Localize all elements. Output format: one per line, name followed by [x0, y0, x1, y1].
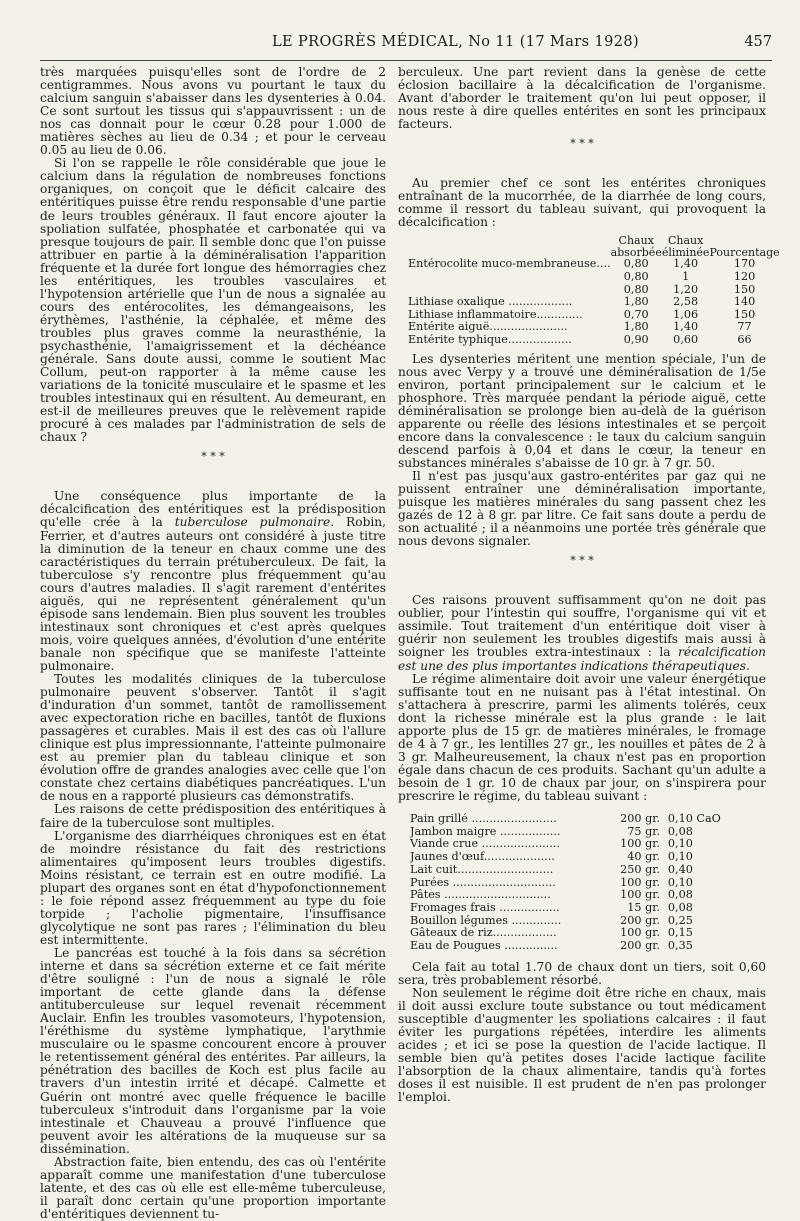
food-item: Gâteaux de riz..................	[410, 927, 557, 940]
calcium-table	[398, 235, 780, 346]
italic-term: récalcification est une des plus importantes indications thérapeutiques	[398, 645, 766, 673]
food-quantity: 250 gr.	[620, 862, 660, 876]
food-item: Pâtes ..............................	[410, 889, 551, 902]
table-header: Pourcentage	[709, 245, 780, 259]
food-item: Jaunes d'œuf....................	[410, 851, 555, 864]
paragraph	[398, 594, 766, 672]
cao-content: 0,40	[667, 862, 693, 876]
food-quantity: 200 gr.	[620, 913, 660, 927]
table-cell-value: 1,80	[623, 320, 649, 334]
table-row	[410, 864, 730, 877]
table-cell-value: 150	[733, 282, 756, 296]
table-cell-label: Entérite typhique..................	[408, 333, 572, 346]
paragraph: Si l'on se rappelle le rôle considérable que joue le calcium dans la régulation de nombreuses fonctions organiques, on conçoit que le déficit calcaire des entéritiques puisse être rendu responsable d'une partie de leurs troubles généraux. Il faut encore ajouter la spoliation sulfatée, phosphatée et carbonatée qui va presque toujours de pair. Il semble donc que l'on puisse attribuer en partie à la déminéralisation l'apparition fréquente et la durée fort longue des hémorragies chez les entéritiques, les troubles vasculaires et l'hypotension artérielle que l'un de nous a signalée au cours des entérocolites, les démangeaisons, les érythèmes, l'asthénie, la céphalée, et même des troubles plus graves comme la neurasthénie, la psychasthénie, l'amaigrissement et la déchéance générale. Sans doute aussi, comme le soutient Mac Collum, peut-on rapporter à la même cause les variations de la tonicité musculaire et le spasme et les troubles intestinaux qui en résultent. Au demeurant, en est-il de meilleures preuves que le relèvement rapide procuré à ces malades par l'administration de sels de chaux ?	[40, 156, 386, 445]
table-header-blank	[398, 235, 611, 258]
food-item: Fromages frais .................	[410, 901, 560, 914]
table-cell-value: 0,80	[623, 270, 649, 284]
cao-content: 0,25	[667, 913, 693, 927]
table-cell-label	[398, 271, 611, 284]
food-quantity: 100 gr.	[620, 837, 660, 851]
paragraph: Le pancréas est touché à la fois dans sa sécrétion interne et dans sa sécrétion externe et ce fait mérite d'être souligné : l'un de nous a signalé le rôle important de cette glande dans la défense antituberculeuse sur lequel revenait récemment Auclair. Enfin les troubles vasomoteurs, l'hypotension, l'éréthisme du système lymphatique, l'arythmie musculaire ou le spasme concourent encore à prouver le retentissement général des entérites. Par ailleurs, la pénétration des bacilles de Koch est plus facile au travers d'un intestin irrité et décapé. Calmette et Guérin ont montré avec quelle fréquence le bacille tuberculeux s'introduit dans l'organisme par la voie intestinale et Chauveau a prouvé l'influence que peuvent avoir les altérations de la muqueuse sur sa dissémination.	[40, 946, 386, 1156]
text-run: Une conséquence plus importante de la décalcification des entéritiques est la prédisposition qu'elle crée à la	[40, 489, 386, 530]
paragraph: Les dysenteries méritent une mention spéciale, l'un de nous avec Verpy y a trouvé une déminéralisation de 1/5e environ, portant principalement sur le calcium et le phosphore. Très marquée pendant la période aiguë, cette déminéralisation se prolonge bien au-delà de la guérison apparente ou réelle des lésions intestinales et se perçoit encore dans la convalescence : le taux du calcium sanguin descend parfois à 0,04 et dans le cœur, la teneur en substances minérales s'abaisse de 10 gr. à 7 gr. 50.	[398, 351, 766, 470]
food-item: Eau de Pougues ...............	[410, 940, 558, 953]
cao-content: 0,10	[667, 875, 693, 889]
food-item: Bouillon légumes ..............	[410, 914, 562, 927]
table-row	[398, 309, 780, 322]
paragraph: berculeux. Une part revient dans la genèse de cette éclosion bacillaire à la décalcification de l'organisme. Avant d'aborder le traitement qu'on lui peut opposer, il nous reste à dire quelles entérites en sont les principaux facteurs.	[398, 65, 766, 132]
food-item: Lait cuit...........................	[410, 863, 554, 876]
table-cell-label: Lithiase inflammatoire.............	[408, 308, 583, 321]
food-item: Jambon maigre .................	[410, 825, 561, 838]
cao-content: 0,15	[667, 926, 693, 940]
section-asterism: * * *	[201, 450, 225, 464]
food-quantity: 100 gr.	[620, 926, 660, 940]
diet-table	[410, 813, 730, 953]
table-cell-value: 0,90	[623, 332, 649, 346]
table-cell-value: 0,60	[673, 332, 699, 346]
table-cell-value: 1,20	[673, 282, 699, 296]
table-cell-label	[398, 284, 611, 297]
left-column	[40, 66, 386, 1221]
table-row	[398, 296, 780, 309]
table-cell-label: Entérite aiguë......................	[408, 321, 568, 334]
table-cell-value: 170	[733, 257, 756, 271]
table-cell-value: 0,80	[623, 257, 649, 271]
table-cell-value: 1,40	[673, 257, 699, 271]
table-cell-label: Entérocolite muco-membraneuse....	[408, 258, 611, 271]
cao-content: 0,08	[667, 900, 693, 914]
cao-content: 0,35	[667, 939, 693, 953]
food-quantity: 75 gr.	[627, 824, 660, 838]
table-row	[398, 334, 780, 347]
section-asterism: * * *	[570, 554, 594, 568]
cao-content: 0,10	[667, 850, 693, 864]
table-cell-value: 2,58	[673, 295, 699, 309]
diet-table-body	[410, 813, 730, 953]
table-cell-value: 1,06	[673, 307, 699, 321]
right-column	[398, 65, 780, 1105]
table-row	[410, 902, 730, 915]
header-rule	[40, 60, 772, 61]
food-quantity: 200 gr.	[620, 812, 660, 826]
table-row	[398, 258, 780, 271]
paragraph: L'organisme des diarrhéiques chroniques est en état de moindre résistance du fait des restrictions alimentaires qu'imposent leurs troubles digestifs. Moins résistant, ce terrain est en outre modifié. La plupart des organes sont en état d'hypofonctionnement : le foie répond assez fréquemment au type du foie torpide ; l'acholie pigmentaire, l'insuffisance glycolytique ne sont pas rares ; l'élimination du bleu est intermittente.	[40, 828, 386, 947]
food-item: Pain grillé ........................	[410, 813, 557, 826]
table-cell-value: 120	[733, 270, 756, 284]
text-run: .	[746, 658, 750, 673]
food-quantity: 40 gr.	[627, 850, 660, 864]
text-run: Ces raisons prouvent suffisamment qu'on ne doit pas oublier, pour l'intestin qui souffre, l'organisme qui vit et assimile. Tout traitement d'un entéritique doit viser à guérir non seulement les troubles digestifs mais aussi à soigner les troubles extra-intestinaux : la	[398, 593, 766, 660]
table-cell-value: 77	[737, 320, 752, 334]
page-number: 457	[744, 34, 772, 50]
table-cell-value: 150	[733, 307, 756, 321]
italic-term: tuberculose pulmonaire	[174, 515, 331, 530]
text-run: . Robin, Ferrier, et d'autres auteurs ont considéré à juste titre la diminution de la teneur en chaux comme une des caractéristiques du terrain prétuberculeux. De fait, la tuberculose s'y rencontre plus fréquemment qu'au cours d'autres maladies. Il s'agit rarement d'entérites aiguës, qui ne représentent généralement qu'un épisode sans lendemain. Bien plus souvent les troubles intestinaux sont chroniques et c'est après quelques mois, voire quelques années, d'évolution d'une entérite banale non spécifique que se manifeste l'atteinte pulmonaire.	[40, 515, 386, 673]
cao-content: 0,10	[667, 837, 693, 851]
table-cell-value: 0,70	[623, 307, 649, 321]
paragraph	[40, 490, 386, 673]
table-row	[410, 813, 730, 826]
food-quantity: 200 gr.	[620, 939, 660, 953]
paragraph: Le régime alimentaire doit avoir une valeur énergétique suffisante tout en ne nuisant pas à l'état intestinal. On s'attachera à prescrire, parmi les aliments tolérés, ceux dont la richesse minérale est la plus grande : le lait apporte plus de 15 gr. de matières minérales, le fromage de 4 à 7 gr., les lentilles 27 gr., les nouilles et pâtes de 2 à 3 gr. Malheureusement, la chaux n'est pas en proportion égale dans chacun de ces produits. Sachant qu'un adulte a besoin de 1 gr. 10 de chaux par jour, on s'inspirera pour prescrire le régime, du tableau suivant :	[398, 671, 766, 803]
food-item: Purées .............................	[410, 876, 556, 889]
food-quantity: 100 gr.	[620, 888, 660, 902]
section-asterism: * * *	[570, 137, 594, 151]
table-cell-value: 1	[682, 270, 690, 284]
table-cell-value: 140	[733, 295, 756, 309]
paragraph: Toutes les modalités cliniques de la tuberculose pulmonaire peuvent s'observer. Tantôt il s'agit d'induration d'un sommet, tantôt de ramollissement avec expectoration riche en bacilles, tantôt de fluxions passagères et curables. Mais il est des cas où l'allure clinique est plus impressionnante, l'atteinte pulmonaire est au premier plan du tableau clinique et son évolution offre de grandes analogies avec celle que l'on constate chez certains diabétiques pancréatiques. L'un de nous en a rapporté plusieurs cas démonstratifs.	[40, 672, 386, 804]
table-cell-value: 1,40	[673, 320, 699, 334]
table-row	[410, 940, 730, 953]
table-row	[410, 851, 730, 864]
running-title: LE PROGRÈS MÉDICAL, No 11 (17 Mars 1928)	[272, 34, 640, 50]
page-header	[40, 34, 772, 56]
paragraph: Les raisons de cette prédisposition des entéritiques à faire de la tuberculose sont multiples.	[40, 802, 386, 830]
paragraph: Il n'est pas jusqu'aux gastro-entérites par gaz qui ne puissent entraîner une déminéralisation importante, puisque les matières minérales du sang passent chez les gazés de 12 à 8 gr. par litre. Ce fait sans doute a perdu de son actualité ; il a néanmoins une portée très générale que nous devons signaler.	[398, 469, 766, 549]
table-row	[398, 321, 780, 334]
cao-content: 0,08	[667, 824, 693, 838]
food-item: Viande crue ......................	[410, 838, 560, 851]
table-cell-value: 1,80	[623, 295, 649, 309]
paragraph: Cela fait au total 1.70 de chaux dont un tiers, soit 0,60 sera, très probablement résorbé.	[398, 959, 766, 987]
food-quantity: 15 gr.	[627, 900, 660, 914]
food-quantity: 100 gr.	[620, 875, 660, 889]
paragraph: Abstraction faite, bien entendu, des cas où l'entérite apparaît comme une manifestation d'une tuberculose latente, et des cas où elle est elle-même tuberculeuse, il paraît donc certain qu'une proportion importante d'entéritiques deviennent tu-	[40, 1154, 386, 1221]
table-header: Chaux absorbée	[610, 234, 662, 259]
table-cell-value: 66	[737, 332, 752, 346]
paragraph: Au premier chef ce sont les entérites chroniques entraînant de la mucorrhée, de la diarrhée de long cours, comme il ressort du tableau suivant, qui provoquent la décalcification :	[398, 176, 766, 230]
table-cell-value: 0,80	[623, 282, 649, 296]
table-row	[398, 271, 780, 284]
paragraph: très marquées puisqu'elles sont de l'ordre de 2 centigrammes. Nous avons vu pourtant le taux du calcium sanguin s'abaisser dans les dysenteries à 0.04. Ce sont surtout les tissus qui s'appauvrissent : un de nos cas donnait pour le cœur 0.28 pour 1.000 de matières sèches au lieu de 0.34 ; et pour le cerveau 0.05 au lieu de 0.06.	[40, 65, 386, 158]
cao-content: 0,08	[667, 888, 693, 902]
table-header-row	[398, 235, 780, 258]
table-cell-label: Lithiase oxalique ..................	[408, 296, 573, 309]
table-header: Chaux éliminée	[661, 234, 710, 259]
calcium-table-body	[398, 258, 780, 346]
table-row	[398, 284, 780, 297]
paragraph: Non seulement le régime doit être riche en chaux, mais il doit aussi exclure toute substance ou tout médicament susceptible d'augmenter les spoliations calcaires : il faut éviter les purgations répétées, interdire les aliments acides ; et ici se pose la question de l'acide lactique. Il semble bien qu'à petites doses l'acide lactique facilite l'absorption de la chaux alimentaire, tandis qu'à fortes doses il est nuisible. Il est prudent de n'en pas prolonger l'emploi.	[398, 985, 766, 1105]
cao-content: 0,10 CaO	[667, 812, 721, 826]
